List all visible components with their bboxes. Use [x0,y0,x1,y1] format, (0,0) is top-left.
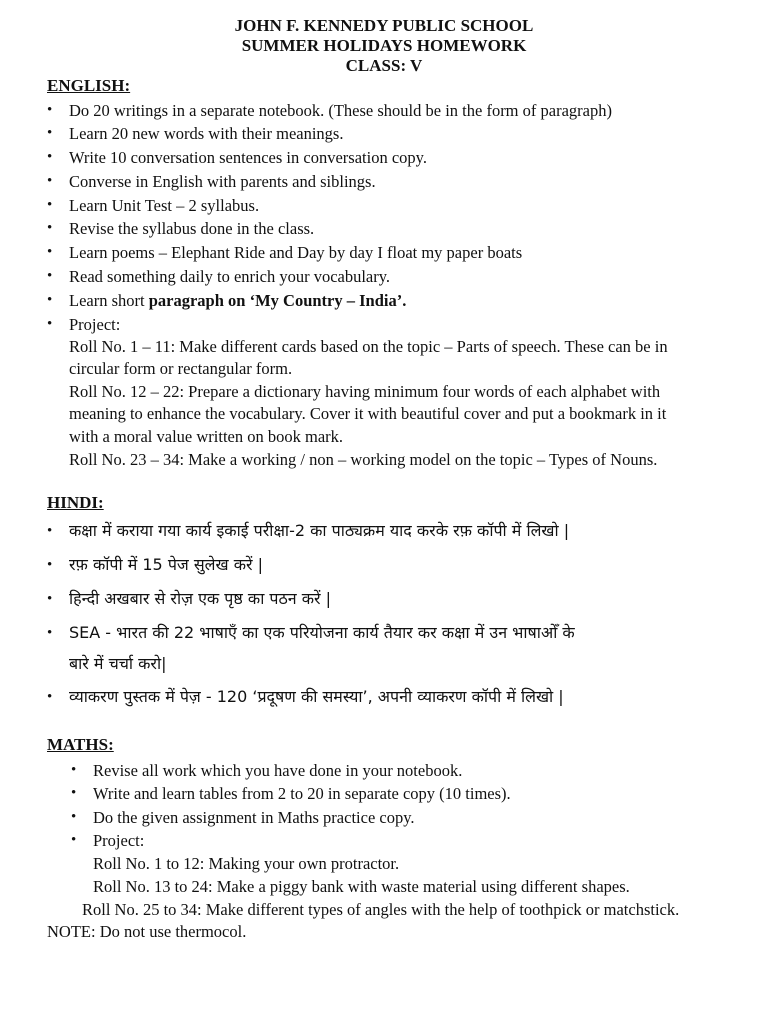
bullet-icon: • [47,197,53,213]
bullet-icon: • [47,523,53,539]
english-project-line: circular form or rectangular form. [69,359,293,378]
bullet-icon: • [71,785,77,801]
english-project-line: with a moral value written on book mark. [69,427,344,446]
english-project-line: Roll No. 1 – 11: Make different cards based on the topic – Parts of speech. These can be in [69,337,668,356]
maths-note: NOTE: Do not use thermocol. [47,922,247,941]
bullet-icon: • [47,149,53,165]
bullet-icon: • [47,591,53,607]
bullet-icon: • [47,557,53,573]
hindi-item-continuation: बारे में चर्चा करो| [69,654,167,673]
bullet-icon: • [47,244,53,260]
maths-project-line: Roll No. 13 to 24: Make a piggy bank with waste material using different shapes. [93,877,630,896]
bullet-icon: • [47,220,53,236]
homework-page: JOHN F. KENNEDY PUBLIC SCHOOL SUMMER HOLIDAYS HOMEWORK CLASS: V ENGLISH: • Do 20 writings in a separate notebook. (These should be in the form of paragraph) • Learn 20 new words with their meanings. • Write 10 conversation sentences in conversation copy. • Converse in English with parents and siblings. • Learn Unit Test – 2 syllabus. • Revise the syllabus done in the class. • Learn poems – Elephant Ride and Day by day I float my paper boats • Read something daily to enrich your vocabulary. • Learn short paragraph on ‘My Country – India’. • Project: Roll No. 1 – 11: Make different cards based on the topic – Parts of speech. These can be in circular form or rectangular form. Roll No. 12 – 22: Prepare a dictionary having minimum four words of each alphabet with meaning to enhance the vocabulary. Cover it with beautiful cover and put a bookmark in it with a moral value written on book mark. Roll No. 23 – 34: Make a working / non – working model on the topic – Types of Nouns. HINDI: • कक्षा में कराया गया कार्य इकाई परीक्षा-2 का पाठ्यक्रम याद करके रफ़ कॉपी में लिखो | • रफ़ कॉपी में 15 पेज सुलेख करें | • हिन्दी अखबार से रोज़ एक पृष्ठ का पठन करें | • SEA - भारत की 22 भाषाएँ का एक परियोजना कार्य तैयार कर कक्षा में उन भाषाओँ के बारे में चर्चा करो| • व्याकरण पुस्तक में पेज़ - 120 ‘प्रदूषण की समस्या’, अपनी व्याकरण कॉपी में लिखो | MATHS: • Revise all work which you have done in your notebook. • Write and learn tables from 2 to 20 in separate copy (10 times). • Do the given assignment in Maths practice copy. • Project: Roll No. 1 to 12: Making your own protractor. Roll No. 13 to 24: Make a piggy bank with waste material using different shapes. Roll No. 25 to 34: Make different types of angles with the help of toothpick or matchstick. NOTE: Do not use thermocol. [0,0,768,1024]
bullet-icon: • [47,268,53,284]
bullet-icon: • [47,292,53,308]
english-project-line: Roll No. 23 – 34: Make a working / non – working model on the topic – Types of Nouns. [69,450,658,469]
hindi-heading: HINDI: [47,493,104,512]
bullet-icon: • [47,102,53,118]
bullet-icon: • [71,832,77,848]
document-header [0,16,768,76]
english-heading: ENGLISH: [47,76,131,95]
class-label: CLASS: V [345,56,423,75]
bullet-icon: • [47,316,53,332]
document-title: SUMMER HOLIDAYS HOMEWORK [241,36,527,55]
maths-project-line: Roll No. 25 to 34: Make different types of angles with the help of toothpick or matchstick. [82,900,680,919]
maths-project-line: Roll No. 1 to 12: Making your own protractor. [93,854,400,873]
maths-heading: MATHS: [47,735,114,754]
bullet-icon: • [47,173,53,189]
bullet-icon: • [47,689,53,705]
bullet-icon: • [47,125,53,141]
bullet-icon: • [47,625,53,641]
bullet-icon: • [71,762,77,778]
english-project-line: meaning to enhance the vocabulary. Cover it with beautiful cover and put a bookmark in it [69,404,667,423]
english-project-line: Roll No. 12 – 22: Prepare a dictionary having minimum four words of each alphabet with [69,382,661,401]
school-name: JOHN F. KENNEDY PUBLIC SCHOOL [234,16,534,35]
paragraph-topic: paragraph on ‘My Country – India’. [148,291,407,310]
bullet-icon: • [71,809,77,825]
